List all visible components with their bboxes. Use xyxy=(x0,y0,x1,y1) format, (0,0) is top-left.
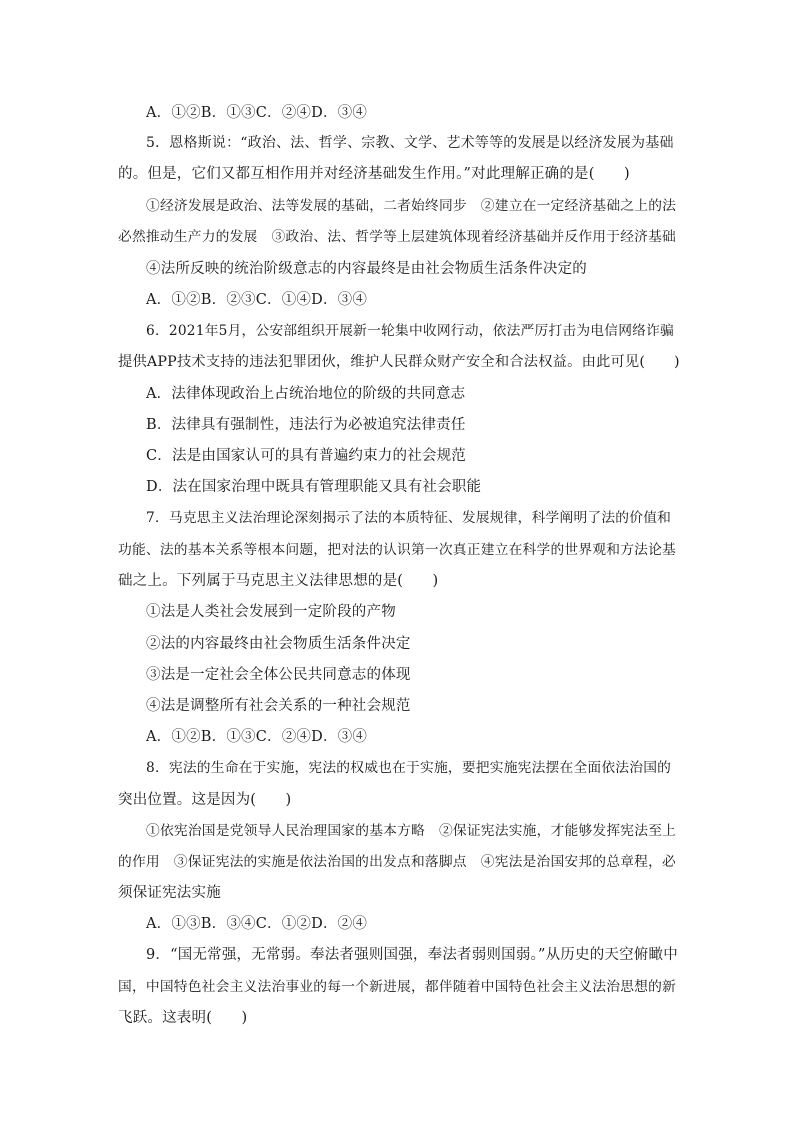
q6-stem-line-1: 6．2021年5月，公安部组织开展新一轮集中收网行动，依法严厉打击为电信网络诈骗 xyxy=(146,323,674,339)
q5-item-line-3: ④法所反映的统治阶级意志的内容最终是由社会物质生活条件决定的 xyxy=(146,261,587,277)
q8-stem-line-2: 突出位置。这是因为( ) xyxy=(118,792,292,808)
q4-options: A．①②B．①③C．②④D．③④ xyxy=(146,105,368,121)
q7-item-3: ③法是一定社会全体公民共同意志的体现 xyxy=(146,667,411,683)
q8-item-line-2: 的作用 ③保证宪法的实施是依法治国的出发点和落脚点 ④宪法是治国安邦的总章程，必 xyxy=(118,854,677,870)
q9-stem-line-3: 飞跃。这表明( ) xyxy=(118,1010,248,1026)
q5-item-line-1: ①经济发展是政治、法等发展的基础，二者始终同步 ②建立在一定经济基础之上的法 xyxy=(146,198,677,214)
q5-options: A．①②B．②③C．①④D．③④ xyxy=(146,292,368,308)
q6-stem-line-2: 提供APP技术支持的违法犯罪团伙，维护人民群众财产安全和合法权益。由此可见( ) xyxy=(118,354,680,370)
q5-item-line-2: 必然推动生产力的发展 ③政治、法、哲学等上层建筑体现着经济基础并反作用于经济基础 xyxy=(118,229,677,245)
q6-option-b: B．法律具有强制性，违法行为必被追究法律责任 xyxy=(146,417,466,433)
q7-stem-line-2: 功能、法的基本关系等根本问题，把对法的认识第一次真正建立在科学的世界观和方法论基 xyxy=(118,542,677,558)
q9-stem-line-2: 国，中国特色社会主义法治事业的每一个新进展，都伴随着中国特色社会主义法治思想的新 xyxy=(118,979,677,995)
q7-item-2: ②法的内容最终由社会物质生活条件决定 xyxy=(146,636,411,652)
q8-stem-line-1: 8．宪法的生命在于实施，宪法的权威也在于实施，要把实施宪法摆在全面依法治国的 xyxy=(146,760,672,776)
q6-option-d: D．法在国家治理中既具有管理职能又具有社会职能 xyxy=(146,479,482,495)
q7-stem-line-1: 7．马克思主义法治理论深刻揭示了法的本质特征、发展规律，科学阐明了法的价值和 xyxy=(146,510,672,526)
q6-option-c: C．法是由国家认可的具有普遍约束力的社会规范 xyxy=(146,448,466,464)
q9-stem-line-1: 9．“国无常强，无常弱。奉法者强则国强，奉法者弱则国弱。”从历史的天空俯瞰中 xyxy=(146,947,678,963)
q7-item-1: ①法是人类社会发展到一定阶段的产物 xyxy=(146,604,396,620)
q8-item-line-1: ①依宪治国是党领导人民治理国家的基本方略 ②保证宪法实施，才能够发挥宪法至上 xyxy=(146,823,677,839)
q7-stem-line-3: 础之上。下列属于马克思主义法律思想的是( ) xyxy=(118,573,439,589)
q7-options: A．①②B．①③C．②④D．③④ xyxy=(146,729,368,745)
q5-stem-line-1: 5．恩格斯说：“政治、法、哲学、宗教、文学、艺术等等的发展是以经济发展为基础 xyxy=(146,135,674,151)
q6-option-a: A．法律体现政治上占统治地位的阶级的共同意志 xyxy=(146,386,466,402)
q8-options: A．①③B．③④C．①②D．②④ xyxy=(146,916,368,932)
q7-item-4: ④法是调整所有社会关系的一种社会规范 xyxy=(146,698,411,714)
q8-item-line-3: 须保证宪法实施 xyxy=(118,885,221,901)
q5-stem-line-2: 的。但是，它们又都互相作用并对经济基础发生作用。”对此理解正确的是( ) xyxy=(118,166,630,182)
